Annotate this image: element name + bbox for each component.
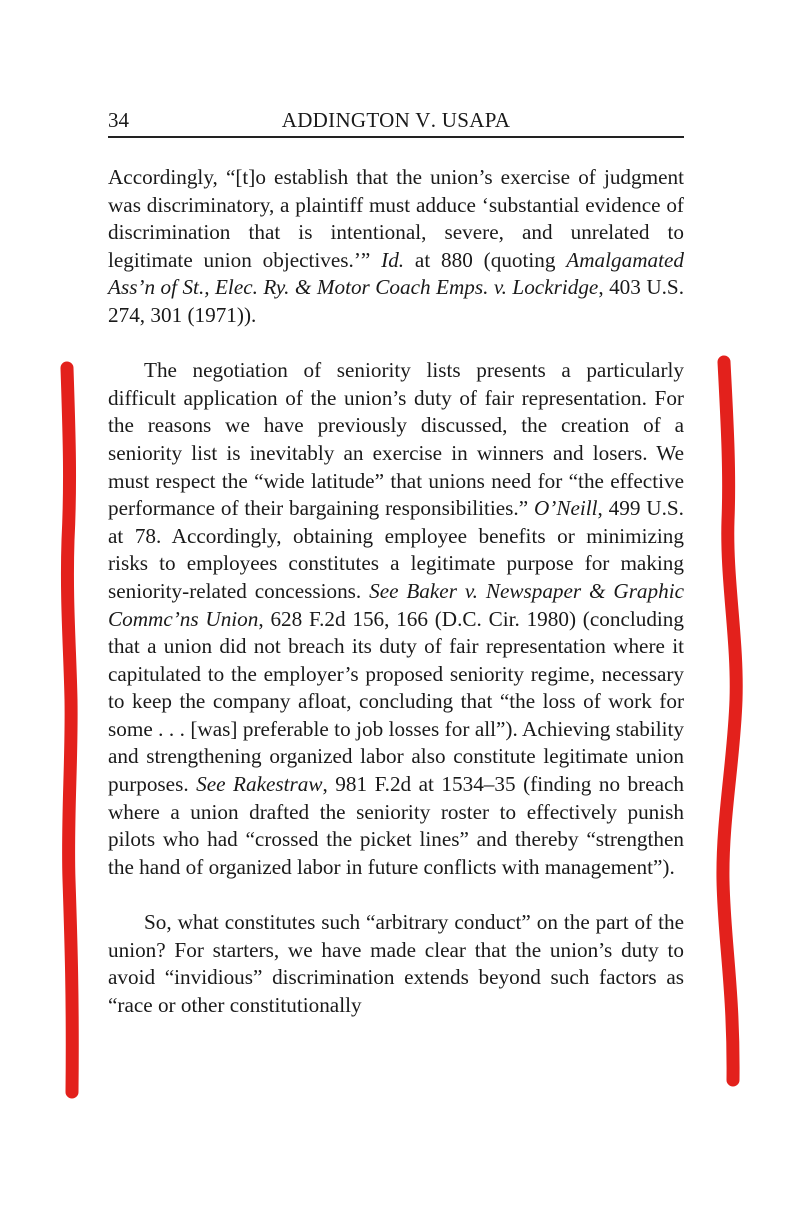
citation-italic: Id. xyxy=(381,247,405,272)
right-margin-mark xyxy=(723,362,736,1080)
running-header xyxy=(108,108,684,138)
document-page xyxy=(108,108,684,1019)
text-run: , 403 U.S. 274, 301 (1971)). xyxy=(108,275,684,327)
citation-italic: Amalgamated Ass’n of St., Elec. Ry. & Motor Coach Emps. v. Lockridge xyxy=(108,247,684,300)
text-run: , 628 F.2d 156, 166 (D.C. Cir. 1980) (concluding that a union did not breach its duty of fair representation where it capitulated to the employer’s proposed seniority regime, necessary to keep the company afloat, concluding that “the loss of work for some . . . [was] preferable to job losses for all”). Achieving stability and strengthening organized labor also constitute legitimate union purposes. xyxy=(108,606,684,797)
running-title: ADDINGTON V. USAPA xyxy=(281,108,511,132)
text-run: The negotiation of seniority lists presents a particularly difficult application of the union’s duty of fair representation. For the reasons we have previously discussed, the creation of a seniority list is inevitably an exercise in winners and losers. We must respect the “wide latitude” that unions need for “the effective performance of their bargaining responsibilities.” xyxy=(108,358,684,521)
citation-italic: See Baker v. Newspaper & Graphic Commc’ns Union xyxy=(108,578,685,631)
paragraph-seniority-lists xyxy=(108,357,684,881)
left-margin-mark xyxy=(67,368,72,1092)
citation-italic: See Rakestraw xyxy=(196,772,323,797)
text-run: at 880 (quoting xyxy=(404,247,567,272)
paragraph-continuation xyxy=(108,164,684,330)
text-run: , 499 U.S. at 78. Accordingly, obtaining employee benefits or minimizing risks to employees constitutes a legitimate purpose for making seniority-related concessions. xyxy=(108,496,684,603)
text-run: , 981 F.2d at 1534–35 (finding no breach where a union drafted the seniority roster to effectively punish pilots who had “crossed the picket lines” and thereby “strengthen the hand of organized labor in future conflicts with management”). xyxy=(108,772,684,879)
paragraph-arbitrary-conduct xyxy=(108,909,684,1019)
text-run: So, what constitutes such “arbitrary conduct” on the part of the union? For starters, we have made clear that the union’s duty to avoid “invidious” discrimination extends beyond such factors as “race or other constitutionally xyxy=(108,910,684,1017)
opinion-text xyxy=(108,164,684,1019)
page-number: 34 xyxy=(108,108,129,132)
citation-italic: O’Neill xyxy=(533,496,598,521)
text-run: Accordingly, “[t]o establish that the union’s exercise of judgment was discriminatory, a plaintiff must adduce ‘substantial evidence of discrimination that is intentional, severe, and unrelated to legitimate union objectives.’” xyxy=(108,165,684,272)
